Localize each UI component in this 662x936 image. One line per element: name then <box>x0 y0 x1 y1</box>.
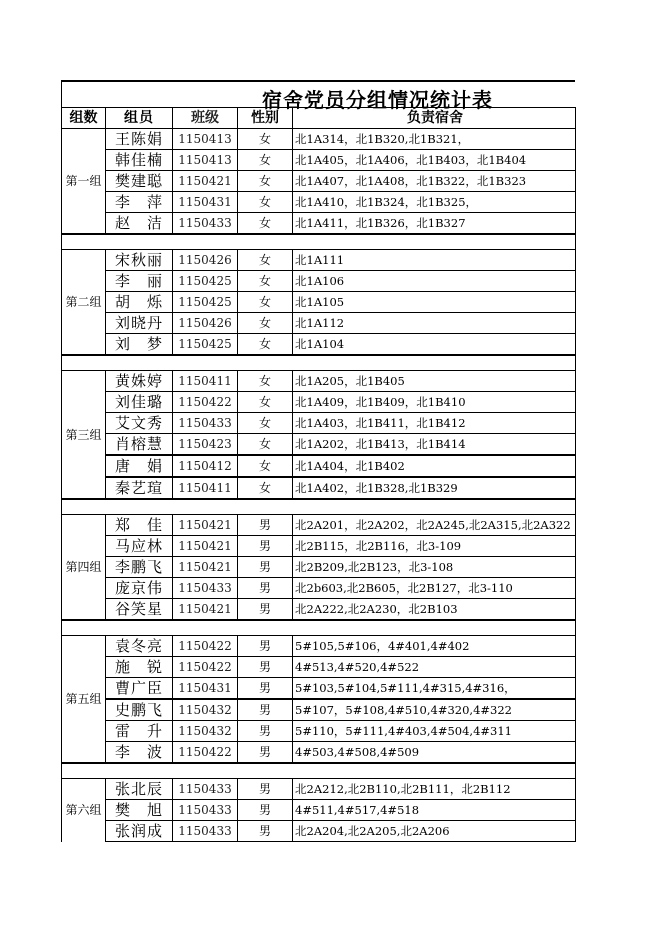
spacer-cell[interactable] <box>62 499 576 515</box>
gender-cell[interactable]: 女 <box>238 334 293 356</box>
class-cell[interactable]: 1150413 <box>173 129 238 150</box>
member-name-cell[interactable]: 李鹏飞 <box>106 557 173 578</box>
header-gender[interactable]: 性别 <box>238 108 293 129</box>
dorms-cell[interactable]: 北1A202，北1B413，北1B414 <box>293 434 576 456</box>
table-row <box>62 657 576 678</box>
member-name-cell[interactable]: 谷笑星 <box>106 599 173 621</box>
gender-cell[interactable]: 女 <box>238 171 293 192</box>
gender-cell[interactable]: 女 <box>238 213 293 235</box>
table-row <box>62 557 576 578</box>
dorms-cell[interactable]: 北2B209,北2B123，北3-108 <box>293 557 576 578</box>
title-row <box>61 80 575 112</box>
dorms-cell[interactable]: 5#103,5#104,5#111,4#315,4#316， <box>293 678 576 700</box>
spacer-cell[interactable] <box>62 620 576 636</box>
gender-cell[interactable]: 男 <box>238 578 293 599</box>
gender-cell[interactable]: 女 <box>238 313 293 334</box>
dorms-cell[interactable]: 北1A104 <box>293 334 576 356</box>
class-cell[interactable]: 1150421 <box>173 557 238 578</box>
member-name-cell[interactable]: 雷 升 <box>106 721 173 742</box>
class-cell[interactable]: 1150422 <box>173 657 238 678</box>
class-cell[interactable]: 1150411 <box>173 371 238 392</box>
gender-cell[interactable]: 男 <box>238 678 293 700</box>
gender-cell[interactable]: 男 <box>238 800 293 821</box>
gender-cell[interactable]: 男 <box>238 699 293 721</box>
gender-cell[interactable]: 女 <box>238 413 293 434</box>
class-cell[interactable]: 1150422 <box>173 392 238 413</box>
table-row <box>62 292 576 313</box>
dorms-cell[interactable]: 北2A201，北2A202，北2A245,北2A315,北2A322 <box>293 515 576 536</box>
group-spacer-row <box>62 620 576 636</box>
gender-cell[interactable]: 女 <box>238 292 293 313</box>
dorms-cell[interactable]: 北1A314，北1B320,北1B321， <box>293 129 576 150</box>
group-label-cell[interactable]: 第五组 <box>62 636 106 764</box>
member-name-cell[interactable]: 马应林 <box>106 536 173 557</box>
gender-cell[interactable]: 男 <box>238 557 293 578</box>
member-name-cell[interactable]: 李 萍 <box>106 192 173 213</box>
table-row <box>62 536 576 557</box>
dorms-cell[interactable]: 北1A407，北1A408，北1B322，北1B323 <box>293 171 576 192</box>
table-row <box>62 371 576 392</box>
class-cell[interactable]: 1150433 <box>173 779 238 800</box>
member-name-cell[interactable]: 史鹏飞 <box>106 699 173 721</box>
member-name-cell[interactable]: 施 锐 <box>106 657 173 678</box>
table-row <box>62 334 576 356</box>
class-cell[interactable]: 1150432 <box>173 699 238 721</box>
dorms-cell[interactable]: 北1A404，北1B402 <box>293 455 576 477</box>
spacer-cell[interactable] <box>62 234 576 250</box>
class-cell[interactable]: 1150422 <box>173 636 238 657</box>
dorms-cell[interactable]: 北1A409，北1B409，北1B410 <box>293 392 576 413</box>
table-row <box>62 821 576 842</box>
table-row <box>62 250 576 271</box>
member-name-cell[interactable]: 刘 梦 <box>106 334 173 356</box>
dorms-cell[interactable]: 北2A212,北2B110,北2B111，北2B112 <box>293 779 576 800</box>
table-row <box>62 721 576 742</box>
class-cell[interactable]: 1150433 <box>173 413 238 434</box>
group-spacer-row <box>62 763 576 779</box>
dorms-cell[interactable]: 北1A402，北1B328,北1B329 <box>293 477 576 499</box>
table-row <box>62 192 576 213</box>
gender-cell[interactable]: 女 <box>238 455 293 477</box>
member-name-cell[interactable]: 王陈娟 <box>106 129 173 150</box>
member-name-cell[interactable]: 韩佳楠 <box>106 150 173 171</box>
header-group[interactable]: 组数 <box>62 108 106 129</box>
table-row <box>62 313 576 334</box>
class-cell[interactable]: 1150431 <box>173 192 238 213</box>
gender-cell[interactable]: 男 <box>238 536 293 557</box>
member-name-cell[interactable]: 樊 旭 <box>106 800 173 821</box>
header-member[interactable]: 组员 <box>106 108 173 129</box>
group-label-cell[interactable]: 第一组 <box>62 129 106 235</box>
class-cell[interactable]: 1150425 <box>173 271 238 292</box>
dorms-cell[interactable]: 5#110，5#111,4#403,4#504,4#311 <box>293 721 576 742</box>
table-row <box>62 699 576 721</box>
spacer-cell[interactable] <box>62 763 576 779</box>
class-cell[interactable]: 1150433 <box>173 821 238 842</box>
member-name-cell[interactable]: 肖榕慧 <box>106 434 173 456</box>
table-row <box>62 213 576 235</box>
gender-cell[interactable]: 女 <box>238 129 293 150</box>
group-label-cell[interactable]: 第四组 <box>62 515 106 621</box>
table-row <box>62 636 576 657</box>
class-cell[interactable]: 1150426 <box>173 250 238 271</box>
member-name-cell[interactable]: 李 波 <box>106 742 173 764</box>
table-row <box>62 413 576 434</box>
table-row <box>62 434 576 456</box>
member-name-cell[interactable]: 刘晓丹 <box>106 313 173 334</box>
member-name-cell[interactable]: 李 丽 <box>106 271 173 292</box>
dorms-cell[interactable]: 4#511,4#517,4#518 <box>293 800 576 821</box>
member-name-cell[interactable]: 秦艺瑄 <box>106 477 173 499</box>
dorms-cell[interactable]: 北2A222,北2A230，北2B103 <box>293 599 576 621</box>
gender-cell[interactable]: 男 <box>238 742 293 764</box>
member-name-cell[interactable]: 张北辰 <box>106 779 173 800</box>
gender-cell[interactable]: 女 <box>238 477 293 499</box>
group-label-cell[interactable]: 第二组 <box>62 250 106 356</box>
group-label-cell[interactable]: 第六组 <box>62 779 106 842</box>
gender-cell[interactable]: 男 <box>238 821 293 842</box>
table-row <box>62 171 576 192</box>
gender-cell[interactable]: 男 <box>238 779 293 800</box>
dorms-cell[interactable]: 北1A411，北1B326，北1B327 <box>293 213 576 235</box>
gender-cell[interactable]: 男 <box>238 636 293 657</box>
gender-cell[interactable]: 女 <box>238 371 293 392</box>
gender-cell[interactable]: 女 <box>238 271 293 292</box>
dorms-cell[interactable]: 4#503,4#508,4#509 <box>293 742 576 764</box>
class-cell[interactable]: 1150421 <box>173 536 238 557</box>
member-name-cell[interactable]: 庞京伟 <box>106 578 173 599</box>
class-cell[interactable]: 1150411 <box>173 477 238 499</box>
spreadsheet <box>61 80 575 842</box>
member-name-cell[interactable]: 袁冬亮 <box>106 636 173 657</box>
table-row <box>62 800 576 821</box>
dorms-cell[interactable]: 北1A205，北1B405 <box>293 371 576 392</box>
sheet-title: 宿舍党员分组情况统计表 <box>262 88 493 112</box>
member-name-cell[interactable]: 唐 娟 <box>106 455 173 477</box>
gender-cell[interactable]: 女 <box>238 250 293 271</box>
table-row <box>62 742 576 764</box>
header-dorms[interactable]: 负责宿舍 <box>293 108 576 129</box>
member-name-cell[interactable]: 艾文秀 <box>106 413 173 434</box>
dorms-cell[interactable]: 北2B115，北2B116，北3-109 <box>293 536 576 557</box>
dorms-cell[interactable]: 北1A403，北1B411，北1B412 <box>293 413 576 434</box>
gender-cell[interactable]: 女 <box>238 192 293 213</box>
dorm-assignment-table <box>61 107 576 842</box>
member-name-cell[interactable]: 胡 烁 <box>106 292 173 313</box>
table-row <box>62 599 576 621</box>
member-name-cell[interactable]: 刘佳璐 <box>106 392 173 413</box>
dorms-cell[interactable]: 北1A106 <box>293 271 576 292</box>
class-cell[interactable]: 1150433 <box>173 800 238 821</box>
class-cell[interactable]: 1150412 <box>173 455 238 477</box>
table-row <box>62 150 576 171</box>
spacer-cell[interactable] <box>62 355 576 371</box>
gender-cell[interactable]: 男 <box>238 657 293 678</box>
table-row <box>62 678 576 700</box>
table-row <box>62 515 576 536</box>
table-row <box>62 271 576 292</box>
member-name-cell[interactable]: 赵 洁 <box>106 213 173 235</box>
class-cell[interactable]: 1150413 <box>173 150 238 171</box>
class-cell[interactable]: 1150425 <box>173 334 238 356</box>
class-cell[interactable]: 1150421 <box>173 599 238 621</box>
table-row <box>62 779 576 800</box>
dorms-cell[interactable]: 北2b603,北2B605，北2B127，北3-110 <box>293 578 576 599</box>
dorms-cell[interactable]: 北1A410，北1B324，北1B325， <box>293 192 576 213</box>
dorms-cell[interactable]: 5#107，5#108,4#510,4#320,4#322 <box>293 699 576 721</box>
member-name-cell[interactable]: 郑 佳 <box>106 515 173 536</box>
gender-cell[interactable]: 男 <box>238 515 293 536</box>
gender-cell[interactable]: 女 <box>238 434 293 456</box>
dorms-cell[interactable]: 北1A405，北1A406，北1B403，北1B404 <box>293 150 576 171</box>
member-name-cell[interactable]: 樊建聪 <box>106 171 173 192</box>
member-name-cell[interactable]: 张润成 <box>106 821 173 842</box>
table-row <box>62 578 576 599</box>
group-spacer-row <box>62 355 576 371</box>
class-cell[interactable]: 1150433 <box>173 213 238 235</box>
class-cell[interactable]: 1150433 <box>173 578 238 599</box>
dorms-cell[interactable]: 北1A112 <box>293 313 576 334</box>
class-cell[interactable]: 1150425 <box>173 292 238 313</box>
class-cell[interactable]: 1150421 <box>173 171 238 192</box>
member-name-cell[interactable]: 宋秋丽 <box>106 250 173 271</box>
dorms-cell[interactable]: 北1A105 <box>293 292 576 313</box>
gender-cell[interactable]: 男 <box>238 599 293 621</box>
class-cell[interactable]: 1150423 <box>173 434 238 456</box>
group-spacer-row <box>62 234 576 250</box>
class-cell[interactable]: 1150421 <box>173 515 238 536</box>
table-row <box>62 455 576 477</box>
dorms-cell[interactable]: 5#105,5#106，4#401,4#402 <box>293 636 576 657</box>
dorms-cell[interactable]: 4#513,4#520,4#522 <box>293 657 576 678</box>
dorms-cell[interactable]: 北2A204,北2A205,北2A206 <box>293 821 576 842</box>
gender-cell[interactable]: 男 <box>238 721 293 742</box>
gender-cell[interactable]: 女 <box>238 150 293 171</box>
member-name-cell[interactable]: 黄姝婷 <box>106 371 173 392</box>
class-cell[interactable]: 1150431 <box>173 678 238 700</box>
group-label-cell[interactable]: 第三组 <box>62 371 106 500</box>
class-cell[interactable]: 1150426 <box>173 313 238 334</box>
header-class[interactable]: 班级 <box>173 108 238 129</box>
table-row <box>62 129 576 150</box>
table-row <box>62 392 576 413</box>
dorms-cell[interactable]: 北1A111 <box>293 250 576 271</box>
class-cell[interactable]: 1150432 <box>173 721 238 742</box>
class-cell[interactable]: 1150422 <box>173 742 238 764</box>
table-row <box>62 477 576 499</box>
member-name-cell[interactable]: 曹广臣 <box>106 678 173 700</box>
gender-cell[interactable]: 女 <box>238 392 293 413</box>
group-spacer-row <box>62 499 576 515</box>
